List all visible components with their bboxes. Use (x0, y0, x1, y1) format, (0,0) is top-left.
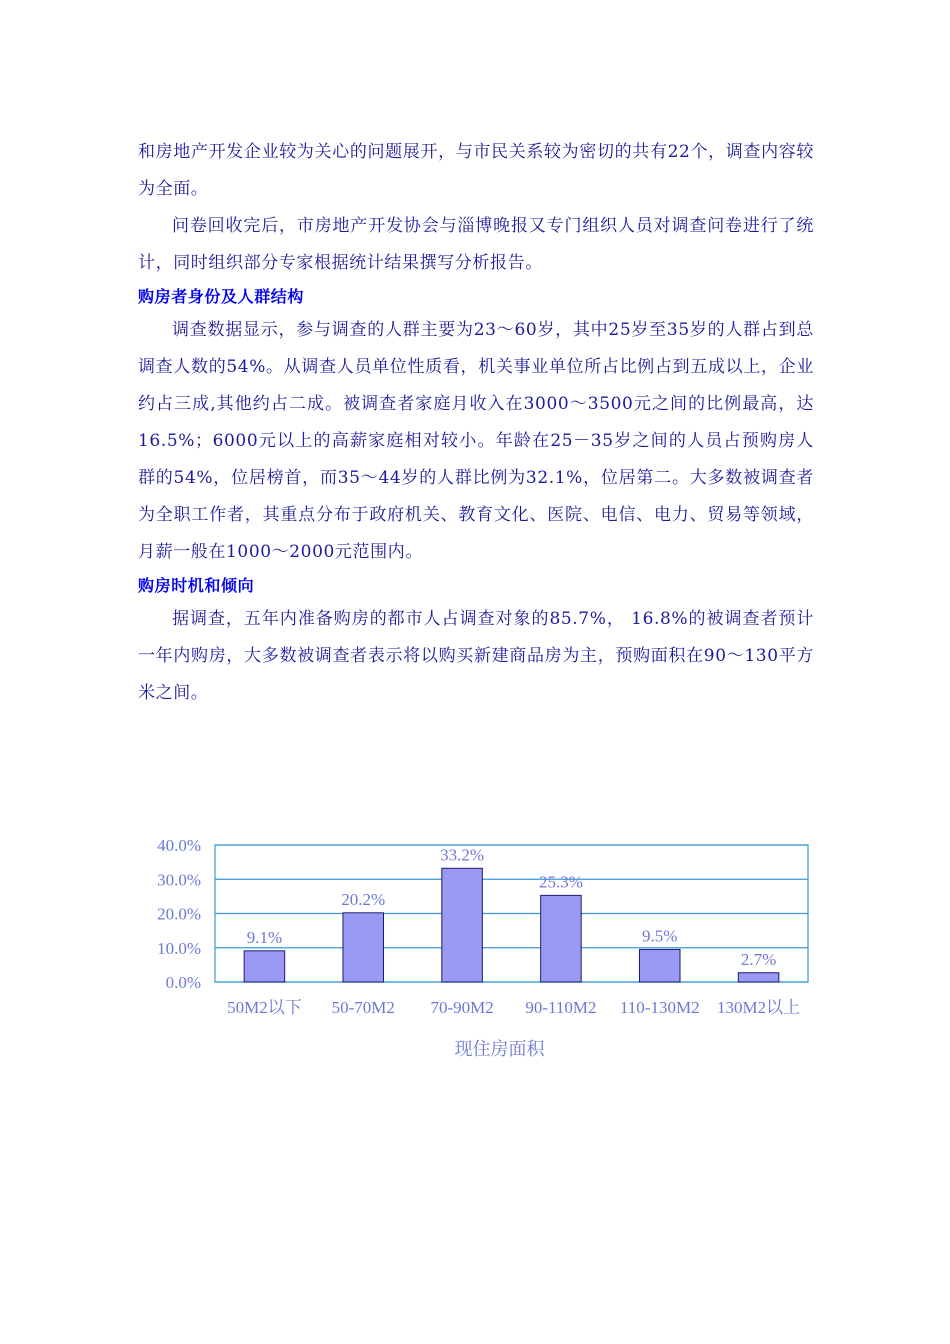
x-tick-label: 90-110M2 (525, 998, 597, 1017)
y-tick-label: 10.0% (157, 938, 201, 958)
bar-chart (130, 820, 830, 1080)
x-tick-label: 110-130M2 (619, 998, 700, 1017)
x-tick-label: 50M2以下 (227, 998, 302, 1017)
paragraph-4: 据调查，五年内准备购房的都市人占调查对象的85.7%， 16.8%的被调查者预计一年内购房，大多数被调查者表示将以购买新建商品房为主，预购面积在90～130平方米之间。 (138, 609, 814, 703)
data-label: 2.7% (740, 949, 777, 969)
data-label: 33.2% (440, 845, 485, 865)
data-label: 25.3% (538, 872, 583, 892)
x-tick-label: 50-70M2 (331, 998, 395, 1017)
paragraph-3: 调查数据显示，参与调查的人群主要为23～60岁，其中25岁至35岁的人群占到总调查人数的54%。从调查人员单位性质看，机关事业单位所占比例占到五成以上，企业约占三成,其他约占二成。被调查者家庭月收入在3000～3500元之间的比例最高，达16.5%；6000元以上的高薪家庭相对较小。年龄在25－35岁之间的人员占预购房人群的54%，位居榜首，而35～44岁的人群比例为32.1%，位居第二。大多数被调查者为全职工作者，其重点分布于政府机关、教育文化、医院、电信、电力、贸易等领域，月薪一般在1000～2000元范围内。 (138, 320, 814, 562)
bar (639, 949, 680, 982)
y-tick-label: 20.0% (157, 904, 201, 924)
x-tick-label: 70-90M2 (430, 998, 494, 1017)
bar (738, 973, 779, 982)
y-tick-label: 40.0% (157, 836, 201, 855)
bar (442, 868, 483, 982)
paragraph-1: 和房地产开发企业较为关心的问题展开，与市民关系较为密切的共有22个，调查内容较为全面。 (138, 142, 814, 199)
data-label: 9.5% (642, 926, 678, 946)
bar-chart-svg (130, 820, 830, 1080)
bar (343, 913, 384, 982)
section-heading-buyer-identity: 购房者身份及人群结构 (138, 287, 305, 306)
section-heading-timing: 购房时机和倾向 (138, 576, 255, 595)
body-text (138, 134, 814, 712)
bar (541, 895, 582, 982)
x-axis-title: 现住房面积 (454, 1039, 545, 1060)
data-label: 9.1% (246, 927, 283, 947)
bar (244, 951, 285, 982)
paragraph-2: 问卷回收完后，市房地产开发协会与淄博晚报又专门组织人员对调查问卷进行了统计，同时组织部分专家根据统计结果撰写分析报告。 (138, 216, 814, 273)
y-tick-label: 30.0% (157, 870, 201, 890)
x-tick-label: 130M2以上 (717, 998, 801, 1017)
data-label: 20.2% (341, 889, 386, 909)
y-tick-label: 0.0% (165, 973, 201, 992)
